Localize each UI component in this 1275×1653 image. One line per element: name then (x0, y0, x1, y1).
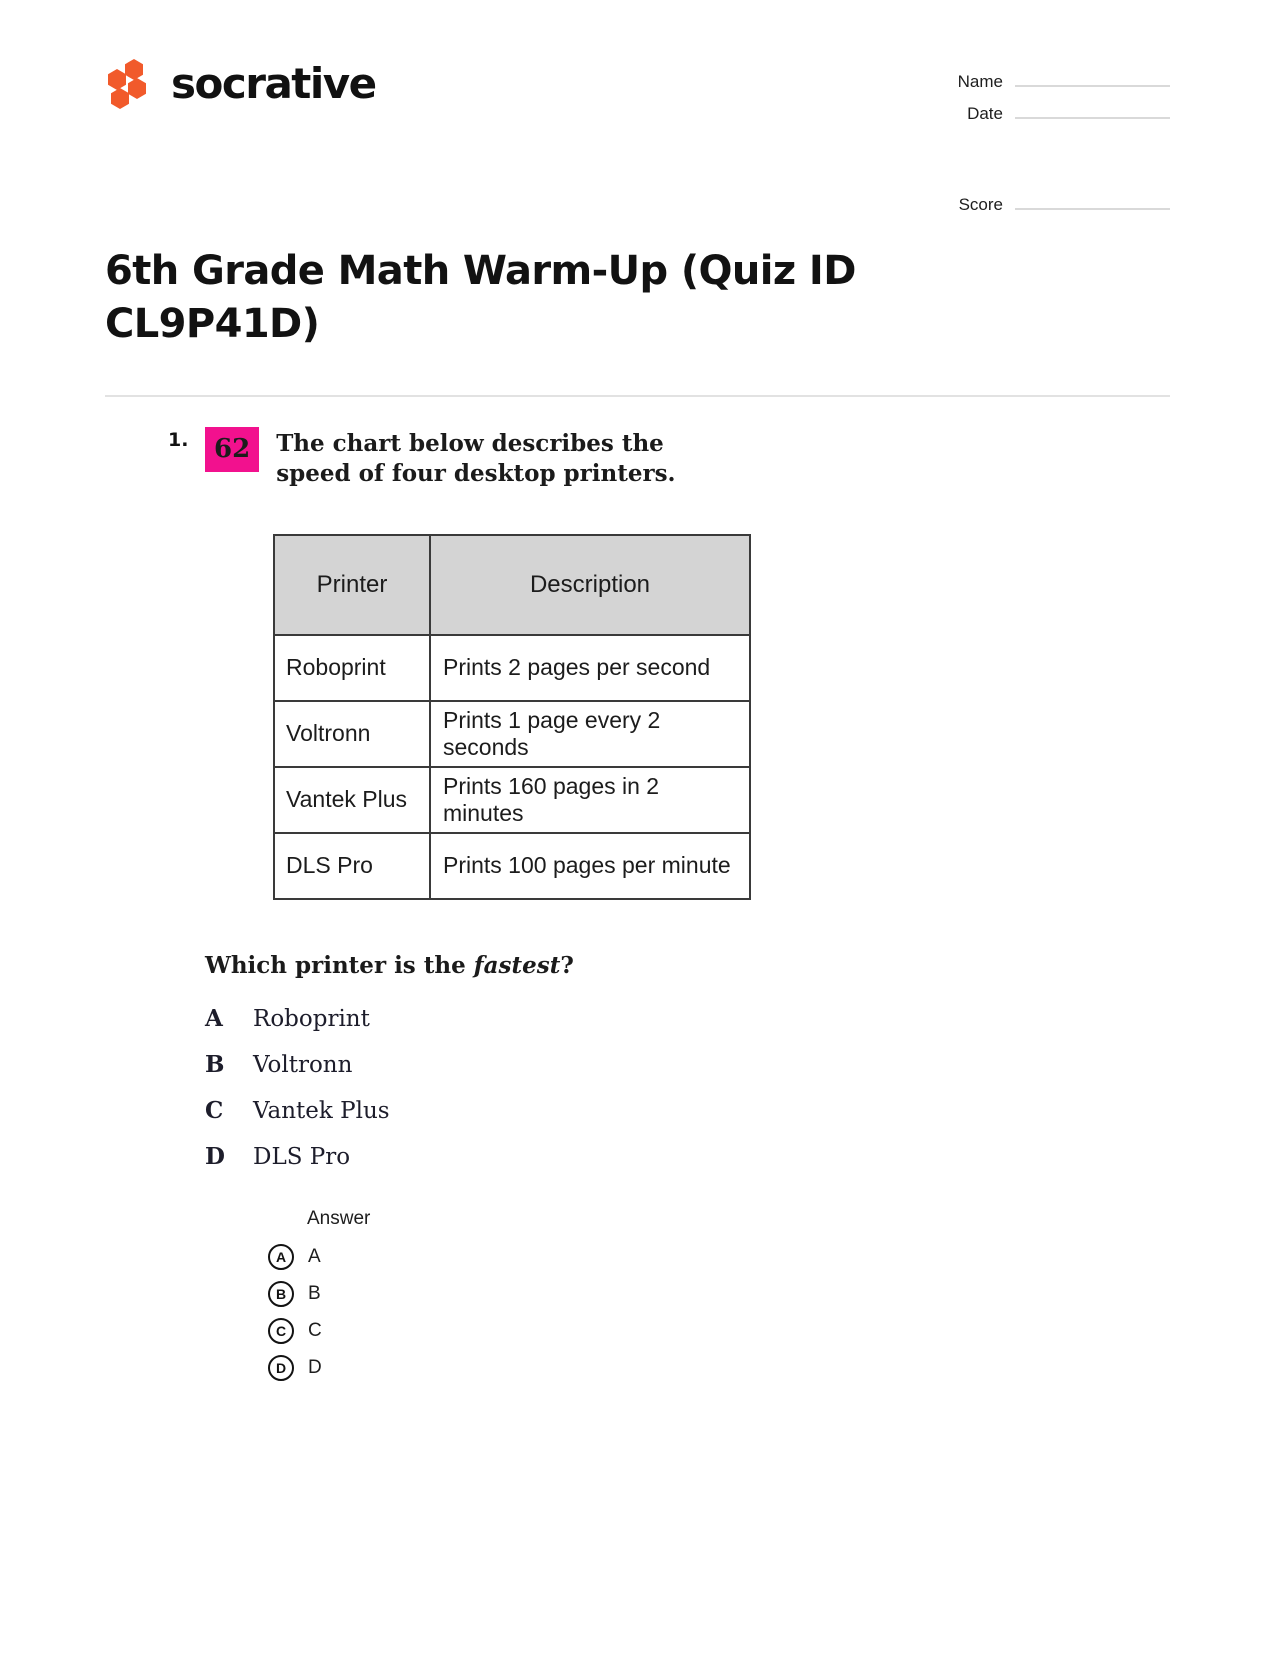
printer-table (273, 534, 751, 900)
answer-option-b[interactable] (268, 1281, 1170, 1307)
choice-c (205, 1097, 1170, 1124)
score-field-input[interactable] (1015, 207, 1170, 210)
score-field-row (932, 195, 1170, 215)
sub-prompt-tail: ? (560, 951, 574, 979)
cell-printer-description: Prints 2 pages per second (430, 635, 750, 701)
cell-printer-description: Prints 1 page every 2 seconds (430, 701, 750, 767)
cell-printer-description: Prints 160 pages in 2 minutes (430, 767, 750, 833)
choice-text: Roboprint (253, 1005, 370, 1032)
bubble-d-icon[interactable]: D (268, 1355, 294, 1381)
choice-letter: A (205, 1004, 223, 1032)
question-number: 1. (168, 428, 189, 451)
choice-d (205, 1143, 1170, 1170)
choice-text: Voltronn (253, 1051, 353, 1078)
socrative-hexagon-logo-icon (105, 58, 153, 110)
choice-letter: C (205, 1096, 224, 1124)
choice-text: DLS Pro (253, 1143, 351, 1170)
cell-printer-description: Prints 100 pages per minute (430, 833, 750, 899)
choice-letter: B (205, 1050, 225, 1078)
table-row (274, 635, 750, 701)
page-title: 6th Grade Math Warm-Up (Quiz ID CL9P41D) (105, 248, 856, 347)
answer-option-c[interactable] (268, 1318, 1170, 1344)
header-divider (105, 395, 1170, 397)
question-sub-prompt (205, 952, 1170, 979)
sub-prompt-emphasis: fastest (473, 951, 561, 979)
question-stem (205, 427, 1170, 490)
table-row (274, 833, 750, 899)
answer-option-d[interactable] (268, 1355, 1170, 1381)
bubble-a-label: A (308, 1245, 321, 1267)
cell-printer-name: Voltronn (274, 701, 430, 767)
name-field-input[interactable] (1015, 84, 1170, 87)
bubble-b-icon[interactable]: B (268, 1281, 294, 1307)
brand-wordmark: socrative (171, 59, 376, 108)
question-badge: 62 (205, 427, 259, 472)
table-header-row (274, 535, 750, 635)
choice-a (205, 1005, 1170, 1032)
table-head (274, 535, 750, 635)
title-block (0, 245, 1040, 351)
socrative-logo (105, 58, 376, 110)
cell-printer-name: Roboprint (274, 635, 430, 701)
column-header-description: Description (430, 535, 750, 635)
page-header (0, 0, 1275, 227)
cell-printer-name: Vantek Plus (274, 767, 430, 833)
name-field-row (932, 72, 1170, 92)
question-body (205, 427, 1170, 1170)
table-row (274, 767, 750, 833)
bubble-c-icon[interactable]: C (268, 1318, 294, 1344)
question-1 (0, 427, 1275, 1381)
printer-speed-chart (273, 534, 1170, 900)
answer-bubbles-block (105, 1208, 1170, 1381)
date-field-label: Date (967, 104, 1003, 123)
choice-text: Vantek Plus (253, 1097, 390, 1124)
date-field-input[interactable] (1015, 116, 1170, 119)
date-field-row (932, 104, 1170, 124)
bubble-d-label: D (308, 1356, 322, 1378)
student-info-fields (932, 72, 1170, 227)
answer-choices (205, 1005, 1170, 1170)
bubble-c-label: C (308, 1319, 322, 1341)
choice-letter: D (205, 1142, 225, 1170)
question-prompt: The chart below describes the speed of four desktop printers. (276, 429, 676, 488)
name-field-label: Name (957, 72, 1003, 91)
table-body (274, 635, 750, 899)
column-header-printer: Printer (274, 535, 430, 635)
sub-prompt-lead: Which printer is the (205, 951, 474, 979)
cell-printer-name: DLS Pro (274, 833, 430, 899)
bubble-b-label: B (308, 1282, 321, 1304)
score-field-label: Score (958, 195, 1003, 214)
bubble-a-icon[interactable]: A (268, 1244, 294, 1270)
table-row (274, 701, 750, 767)
answer-heading: Answer (307, 1207, 371, 1229)
choice-b (205, 1051, 1170, 1078)
answer-option-a[interactable] (268, 1244, 1170, 1270)
